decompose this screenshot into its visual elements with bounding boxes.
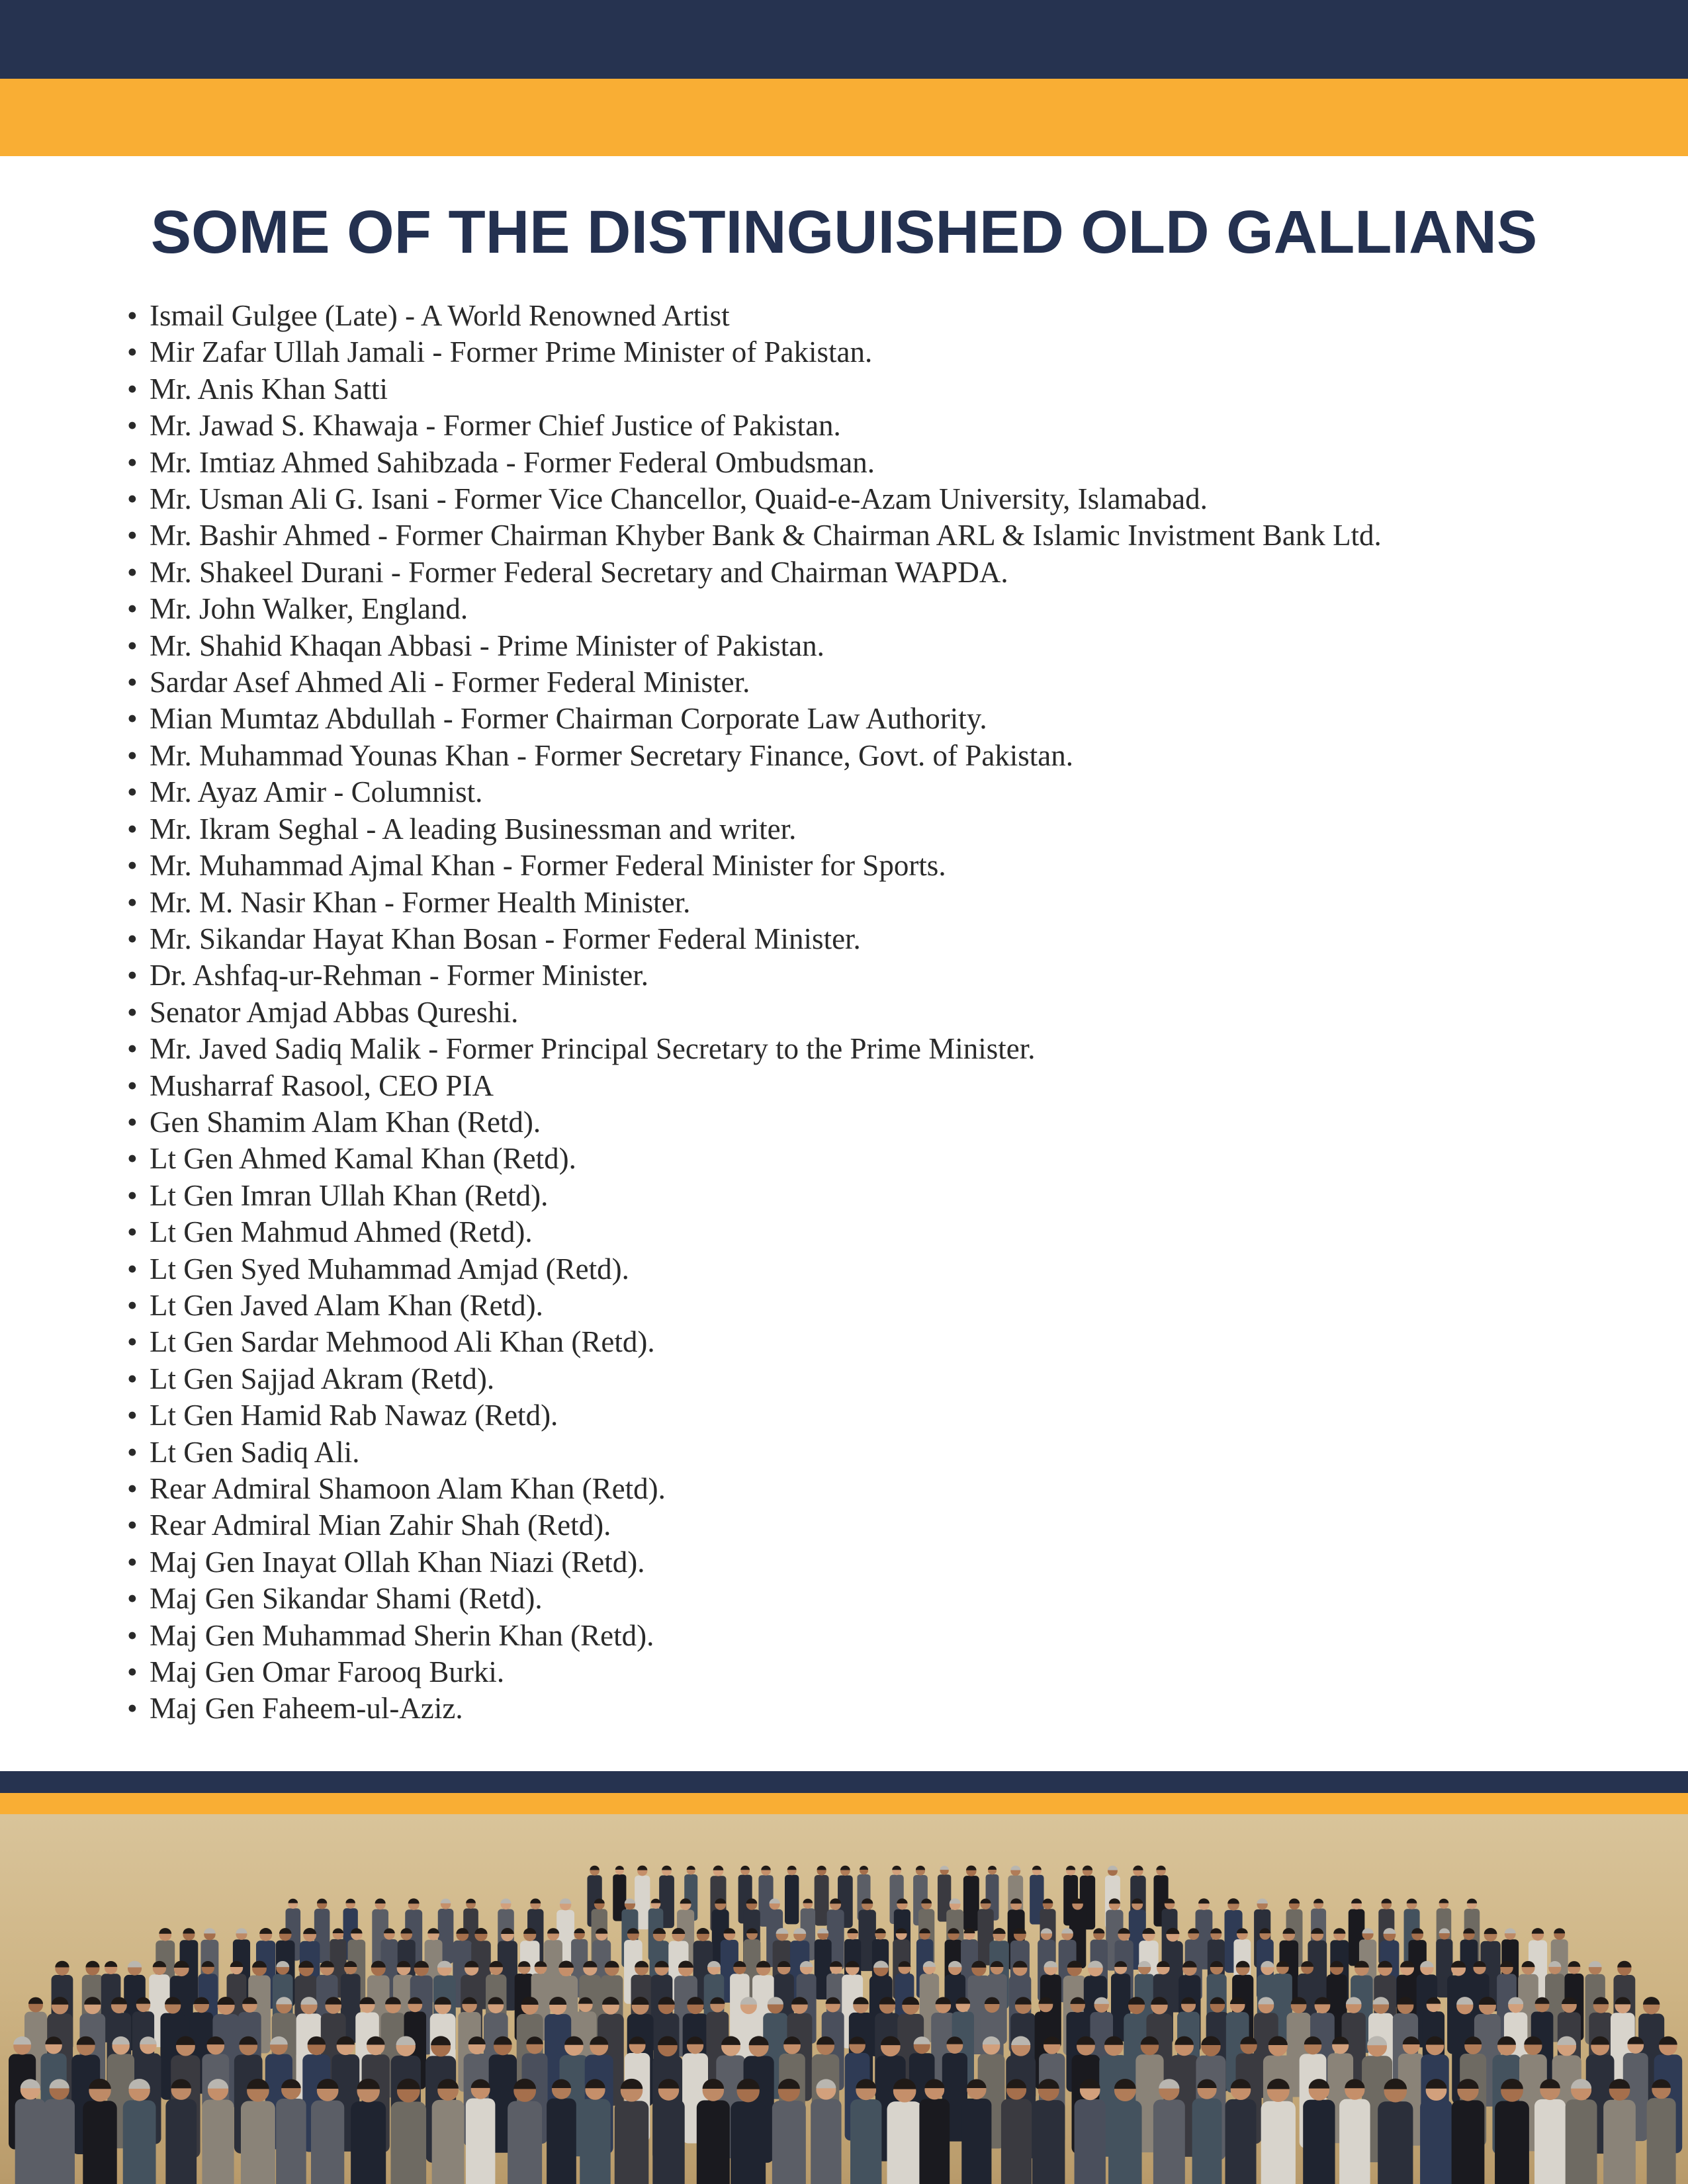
alumni-name: Ismail Gulgee (Late) - A World Renowned Artist [150,299,730,332]
bottom-gold-band [0,1793,1688,1814]
bullet-icon: • [127,1288,138,1322]
alumni-name: Mr. Muhammad Younas Khan - Former Secretary Finance, Govt. of Pakistan. [150,738,1074,772]
bullet-icon: • [127,519,138,552]
bullet-icon: • [127,1435,138,1469]
alumni-item [127,1544,1382,1581]
alumni-item [127,738,1382,774]
bullet-icon: • [127,372,138,406]
alumni-item [127,957,1382,994]
alumni-item [127,1141,1382,1177]
bullet-icon: • [127,409,138,443]
bullet-icon: • [127,1362,138,1395]
bullet-icon: • [127,1215,138,1249]
alumni-item [127,1654,1382,1690]
alumni-name: Rear Admiral Shamoon Alam Khan (Retd). [150,1472,666,1505]
bottom-navy-band [0,1771,1688,1793]
alumni-item [127,1068,1382,1104]
alumni-item [127,848,1382,884]
bullet-icon: • [127,849,138,883]
alumni-name: Lt Gen Javed Alam Khan (Retd). [150,1288,543,1322]
alumni-name: Lt Gen Hamid Rab Nawaz (Retd). [150,1399,558,1432]
bullet-icon: • [127,1178,138,1212]
alumni-item [127,1507,1382,1544]
group-photo [0,1814,1688,2184]
alumni-list [127,298,1382,1727]
bullet-icon: • [127,1545,138,1579]
alumni-name: Mr. Anis Khan Satti [150,372,388,406]
alumni-item [127,1324,1382,1360]
alumni-item [127,554,1382,591]
alumni-item [127,1618,1382,1654]
alumni-item [127,628,1382,664]
bullet-icon: • [127,482,138,516]
alumni-name: Mr. John Walker, England. [150,592,468,626]
bullet-icon: • [127,959,138,992]
alumni-item [127,1251,1382,1288]
alumni-name: Musharraf Rasool, CEO PIA [150,1069,494,1102]
bullet-icon: • [127,335,138,369]
alumni-name: Maj Gen Faheem-ul-Aziz. [150,1692,463,1725]
bullet-icon: • [127,702,138,736]
alumni-name: Mr. Javed Sadiq Malik - Former Principal Secretary to the Prime Minister. [150,1032,1036,1066]
bullet-icon: • [127,666,138,699]
alumni-name: Mr. Ikram Seghal - A leading Businessman and writer. [150,812,797,846]
alumni-name: Lt Gen Imran Ullah Khan (Retd). [150,1178,549,1212]
alumni-name: Mian Mumtaz Abdullah - Former Chairman Corporate Law Authority. [150,702,987,736]
page-title: SOME OF THE DISTINGUISHED OLD GALLIANS [150,198,1538,266]
alumni-item [127,334,1382,371]
bullet-icon: • [127,1142,138,1176]
alumni-item [127,774,1382,810]
bullet-icon: • [127,1472,138,1505]
bullet-icon: • [127,1692,138,1725]
top-gold-band [0,79,1688,156]
bullet-icon: • [127,299,138,332]
alumni-name: Dr. Ashfaq-ur-Rehman - Former Minister. [150,959,648,992]
bullet-icon: • [127,1069,138,1102]
alumni-name: Maj Gen Inayat Ollah Khan Niazi (Retd). [150,1545,645,1579]
alumni-item [127,1690,1382,1727]
alumni-item [127,371,1382,408]
bullet-icon: • [127,885,138,919]
alumni-name: Lt Gen Sajjad Akram (Retd). [150,1362,495,1395]
alumni-name: Maj Gen Omar Farooq Burki. [150,1655,505,1689]
alumni-name: Maj Gen Sikandar Shami (Retd). [150,1582,543,1616]
bullet-icon: • [127,1032,138,1066]
alumni-name: Lt Gen Ahmed Kamal Khan (Retd). [150,1142,576,1176]
alumni-item [127,1434,1382,1471]
bullet-icon: • [127,775,138,809]
alumni-name: Mr. Ayaz Amir - Columnist. [150,775,483,809]
alumni-item [127,1214,1382,1250]
top-navy-band [0,0,1688,79]
alumni-item [127,298,1382,334]
alumni-name: Lt Gen Sardar Mehmood Ali Khan (Retd). [150,1325,655,1359]
alumni-name: Mr. Shahid Khaqan Abbasi - Prime Minister of Pakistan. [150,629,824,662]
bullet-icon: • [127,592,138,626]
bullet-icon: • [127,922,138,955]
bullet-icon: • [127,995,138,1029]
bullet-icon: • [127,1105,138,1139]
alumni-name: Sardar Asef Ahmed Ali - Former Federal Minister. [150,666,750,699]
alumni-item [127,408,1382,444]
bullet-icon: • [127,1325,138,1359]
alumni-name: Lt Gen Mahmud Ahmed (Retd). [150,1215,533,1249]
alumni-item [127,1031,1382,1067]
alumni-item [127,994,1382,1031]
bullet-icon: • [127,1618,138,1652]
alumni-item [127,921,1382,957]
alumni-item [127,885,1382,921]
group-photo-illustration [0,1814,1688,2184]
bullet-icon: • [127,629,138,662]
alumni-name: Lt Gen Sadiq Ali. [150,1435,360,1469]
alumni-name: Senator Amjad Abbas Qureshi. [150,995,519,1029]
alumni-item [127,664,1382,701]
alumni-name: Mr. M. Nasir Khan - Former Health Minister. [150,885,691,919]
alumni-name: Lt Gen Syed Muhammad Amjad (Retd). [150,1252,629,1286]
bullet-icon: • [127,738,138,772]
bullet-icon: • [127,445,138,479]
alumni-item [127,701,1382,737]
alumni-item [127,1288,1382,1324]
alumni-name: Mr. Muhammad Ajmal Khan - Former Federal Minister for Sports. [150,849,946,883]
bullet-icon: • [127,555,138,589]
alumni-name: Mr. Imtiaz Ahmed Sahibzada - Former Federal Ombudsman. [150,445,875,479]
alumni-item [127,1104,1382,1141]
alumni-item [127,517,1382,554]
alumni-item [127,1361,1382,1397]
alumni-name: Mir Zafar Ullah Jamali - Former Prime Minister of Pakistan. [150,335,873,369]
alumni-name: Maj Gen Muhammad Sherin Khan (Retd). [150,1618,654,1652]
alumni-item [127,1581,1382,1617]
bullet-icon: • [127,812,138,846]
alumni-name: Mr. Bashir Ahmed - Former Chairman Khyber Bank & Chairman ARL & Islamic Invistment Bank Ltd. [150,519,1382,552]
alumni-name: Mr. Usman Ali G. Isani - Former Vice Chancellor, Quaid-e-Azam University, Islamabad. [150,482,1208,516]
bullet-icon: • [127,1252,138,1286]
alumni-name: Mr. Sikandar Hayat Khan Bosan - Former Federal Minister. [150,922,861,955]
bullet-icon: • [127,1655,138,1689]
alumni-item [127,445,1382,481]
alumni-name: Mr. Jawad S. Khawaja - Former Chief Justice of Pakistan. [150,409,841,443]
alumni-item [127,1471,1382,1507]
alumni-item [127,481,1382,517]
bullet-icon: • [127,1399,138,1432]
bullet-icon: • [127,1582,138,1616]
alumni-item [127,1178,1382,1214]
alumni-name: Gen Shamim Alam Khan (Retd). [150,1105,541,1139]
alumni-item [127,591,1382,627]
alumni-item [127,811,1382,848]
bullet-icon: • [127,1508,138,1542]
alumni-name: Mr. Shakeel Durani - Former Federal Secretary and Chairman WAPDA. [150,555,1008,589]
alumni-name: Rear Admiral Mian Zahir Shah (Retd). [150,1508,611,1542]
alumni-item [127,1397,1382,1434]
